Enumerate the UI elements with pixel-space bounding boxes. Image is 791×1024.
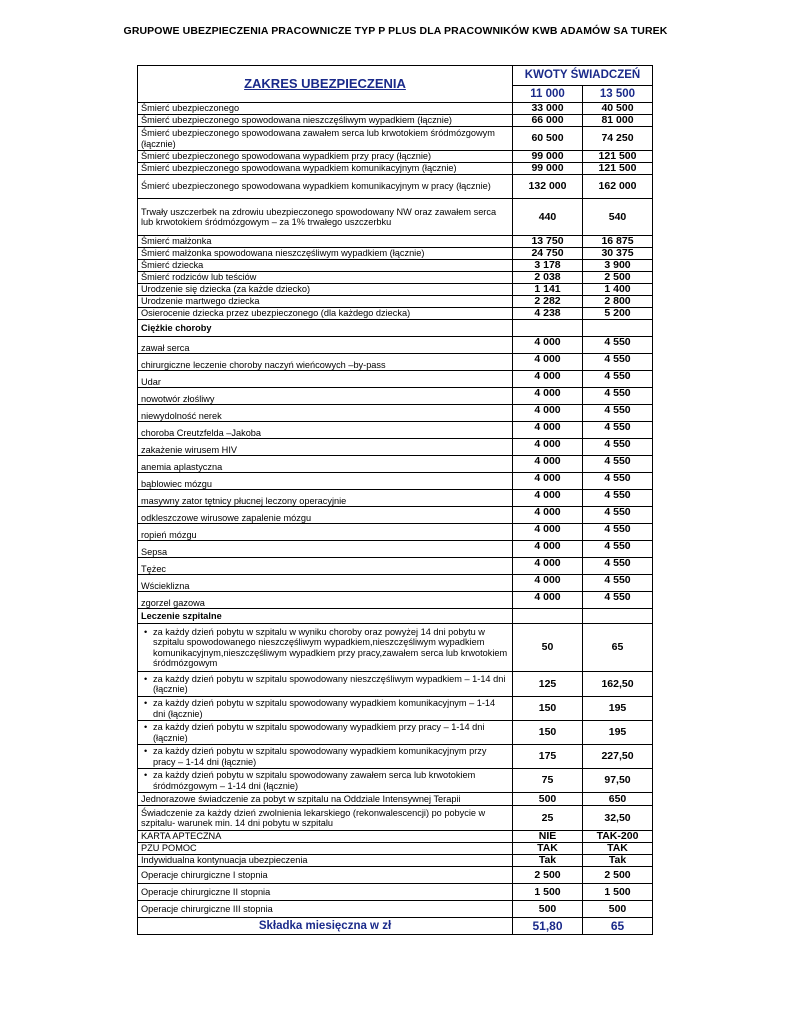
value-13500 [583,609,653,624]
value-11000: 50 [513,624,583,672]
value-13500: 40 500 [583,103,653,115]
row-label [138,745,513,769]
row-label: niewydolność nerek [138,405,513,422]
table-row [138,371,653,388]
bullet-item: • za każdy dzień pobytu w szpitalu w wyniku choroby oraz powyżej 14 dni pobytu w szpitalu spowodowanego nieszczęśliwym wypadkiem,nieszczęśliwym wypadkiem komunikacyjnym,nieszczęśliwym wypadkiem przy pracy,zawałem serca lub krwotokiem śródmózgowym [141,627,509,669]
table-row [138,248,653,260]
table-row [138,558,653,575]
bullet-item: • za każdy dzień pobytu w szpitalu spowodowany wypadkiem komunikacyjnym przy pracy – 1-14 dni (łącznie) [141,746,509,767]
value-13500: 65 [583,624,653,672]
value-13500: 195 [583,721,653,745]
table-row [138,151,653,163]
table-row [138,507,653,524]
value-11000: 440 [513,199,583,236]
section-hospital [138,609,653,624]
row-label: Śmierć ubezpieczonego spowodowana zawałem serca lub krwotokiem śródmózgowym (łącznie) [138,127,513,151]
table-row [138,769,653,793]
table-row [138,721,653,745]
table-row [138,541,653,558]
value-13500: 227,50 [583,745,653,769]
row-label: Ciężkie choroby [138,320,513,337]
value-11000 [513,609,583,624]
row-label: Operacje chirurgiczne III stopnia [138,901,513,918]
table-row [138,354,653,371]
value-11000: NIE [513,831,583,843]
table-row [138,831,653,843]
footer-row [138,918,653,935]
value-11000: 4 238 [513,308,583,320]
scope-header: ZAKRES UBEZPIECZENIA [138,66,513,103]
value-11000: 4 000 [513,524,583,541]
table-row [138,524,653,541]
row-label: Śmierć ubezpieczonego [138,103,513,115]
value-13500: 74 250 [583,127,653,151]
value-11000: 4 000 [513,490,583,507]
table-row [138,337,653,354]
value-13500: 4 550 [583,473,653,490]
row-label: Śmierć dziecka [138,260,513,272]
value-11000: 125 [513,672,583,697]
row-label: zgorzel gazowa [138,592,513,609]
monthly-premium-label: Składka miesięczna w zł [138,918,513,935]
value-11000: 2 282 [513,296,583,308]
row-label: masywny zator tętnicy płucnej leczony operacyjnie [138,490,513,507]
value-13500: 97,50 [583,769,653,793]
value-11000: 4 000 [513,507,583,524]
row-label: PZU POMOC [138,843,513,855]
value-13500: 121 500 [583,163,653,175]
table-row [138,175,653,199]
value-11000: 132 000 [513,175,583,199]
value-13500: 4 550 [583,558,653,575]
value-13500: 2 500 [583,867,653,884]
bullet-item: • za każdy dzień pobytu w szpitalu spowodowany wypadkiem przy pracy – 1-14 dni (łącznie) [141,722,509,743]
value-13500: Tak [583,855,653,867]
row-label [138,721,513,745]
table-row [138,260,653,272]
value-11000: 66 000 [513,115,583,127]
value-13500: 4 550 [583,439,653,456]
table-row [138,296,653,308]
value-13500: 2 500 [583,272,653,284]
table-row [138,456,653,473]
value-11000: 4 000 [513,439,583,456]
benefits-table [137,65,653,935]
row-label: nowotwór złośliwy [138,388,513,405]
value-13500: 5 200 [583,308,653,320]
value-13500: 162,50 [583,672,653,697]
value-11000: 13 750 [513,236,583,248]
table-row [138,843,653,855]
row-label: Indywidualna kontynuacja ubezpieczenia [138,855,513,867]
value-11000: 2 500 [513,867,583,884]
value-13500: 540 [583,199,653,236]
value-13500: 4 550 [583,575,653,592]
row-label: Urodzenie się dziecka (za każde dziecko) [138,284,513,296]
table-row [138,624,653,672]
value-13500: 162 000 [583,175,653,199]
value-13500: 1 400 [583,284,653,296]
value-13500: 4 550 [583,371,653,388]
row-label: Wścieklizna [138,575,513,592]
row-label: KARTA APTECZNA [138,831,513,843]
value-13500: 81 000 [583,115,653,127]
amount-2-header: 13 500 [583,86,653,103]
value-11000: 4 000 [513,558,583,575]
table-row [138,592,653,609]
value-13500: 650 [583,793,653,806]
row-label: anemia aplastyczna [138,456,513,473]
table-row [138,867,653,884]
value-11000: 4 000 [513,422,583,439]
value-11000: 4 000 [513,354,583,371]
value-11000: 500 [513,901,583,918]
bullet-item: • za każdy dzień pobytu w szpitalu spowodowany zawałem serca lub krwotokiem śródmózgowym – 1-14 dni (łącznie) [141,770,509,791]
row-label: Śmierć ubezpieczonego spowodowana wypadkiem komunikacyjnym w pracy (łącznie) [138,175,513,199]
value-11000: 4 000 [513,337,583,354]
table-row [138,490,653,507]
table-row [138,308,653,320]
table-row [138,422,653,439]
value-13500: 4 550 [583,456,653,473]
table-row [138,163,653,175]
value-11000: 175 [513,745,583,769]
section-critical-illness [138,320,653,337]
value-13500: 4 550 [583,405,653,422]
value-11000: 3 178 [513,260,583,272]
row-label: zawał serca [138,337,513,354]
row-label: Urodzenie martwego dziecka [138,296,513,308]
table-row [138,575,653,592]
value-11000: 150 [513,721,583,745]
row-label [138,697,513,721]
table-row [138,103,653,115]
table-row [138,405,653,422]
value-13500: 32,50 [583,806,653,831]
row-label: choroba Creutzfelda –Jakoba [138,422,513,439]
value-13500: 4 550 [583,507,653,524]
table-row [138,884,653,901]
value-11000: 60 500 [513,127,583,151]
table-row [138,855,653,867]
value-11000: 4 000 [513,405,583,422]
value-11000: Tak [513,855,583,867]
value-13500: TAK-200 [583,831,653,843]
value-11000: 33 000 [513,103,583,115]
amounts-header: KWOTY ŚWIADCZEŃ [513,66,653,86]
monthly-premium-11000: 51,80 [513,918,583,935]
row-label: Sepsa [138,541,513,558]
table-row [138,473,653,490]
bullet-item: • za każdy dzień pobytu w szpitalu spowodowany wypadkiem komunikacyjnym – 1-14 dni (łącznie) [141,698,509,719]
value-11000: 500 [513,793,583,806]
row-label: Tężec [138,558,513,575]
value-11000: 99 000 [513,151,583,163]
value-11000 [513,320,583,337]
value-13500: 16 875 [583,236,653,248]
value-13500: 195 [583,697,653,721]
value-13500: 4 550 [583,490,653,507]
value-13500: 121 500 [583,151,653,163]
row-label: Jednorazowe świadczenie za pobyt w szpitalu na Oddziale Intensywnej Terapii [138,793,513,806]
value-11000: 4 000 [513,371,583,388]
value-11000: 99 000 [513,163,583,175]
table-row [138,697,653,721]
row-label: Śmierć małżonka [138,236,513,248]
value-11000: 2 038 [513,272,583,284]
value-13500: 4 550 [583,592,653,609]
value-13500 [583,320,653,337]
value-11000: 4 000 [513,575,583,592]
value-13500: 1 500 [583,884,653,901]
row-label: Śmierć ubezpieczonego spowodowana nieszczęśliwym wypadkiem (łącznie) [138,115,513,127]
row-label: Śmierć ubezpieczonego spowodowana wypadkiem przy pracy (łącznie) [138,151,513,163]
table-row [138,439,653,456]
row-label: ropień mózgu [138,524,513,541]
table-row [138,199,653,236]
row-label [138,624,513,672]
value-11000: 24 750 [513,248,583,260]
row-label: odkleszczowe wirusowe zapalenie mózgu [138,507,513,524]
value-11000: 1 500 [513,884,583,901]
row-label: Trwały uszczerbek na zdrowiu ubezpieczonego spowodowany NW oraz zawałem serca lub krwotokiem śródmózgowym – za 1% trwałego uszczerbku [138,199,513,236]
value-13500: 4 550 [583,337,653,354]
value-13500: 4 550 [583,541,653,558]
value-11000: 4 000 [513,592,583,609]
row-label: Świadczenie za każdy dzień zwolnienia lekarskiego (rekonwalescencji) po pobycie w szpitalu- warunek min. 14 dni pobytu w szpitalu [138,806,513,831]
value-13500: 4 550 [583,524,653,541]
row-label: Śmierć rodziców lub teściów [138,272,513,284]
value-13500: 4 550 [583,388,653,405]
amount-1-header: 11 000 [513,86,583,103]
bullet-item: • za każdy dzień pobytu w szpitalu spowodowany nieszczęśliwym wypadkiem – 1-14 dni (łącznie) [141,674,509,695]
table-row [138,388,653,405]
row-label: zakażenie wirusem HIV [138,439,513,456]
value-13500: 4 550 [583,422,653,439]
value-11000: 25 [513,806,583,831]
value-11000: 4 000 [513,541,583,558]
row-label: bąblowiec mózgu [138,473,513,490]
table-row [138,806,653,831]
value-11000: 4 000 [513,388,583,405]
table-row [138,272,653,284]
table-row [138,745,653,769]
row-label: Śmierć małżonka spowodowana nieszczęśliwym wypadkiem (łącznie) [138,248,513,260]
value-11000: 75 [513,769,583,793]
row-label [138,769,513,793]
row-label: Udar [138,371,513,388]
value-11000: TAK [513,843,583,855]
row-label: Śmierć ubezpieczonego spowodowana wypadkiem komunikacyjnym (łącznie) [138,163,513,175]
table-row [138,284,653,296]
table-row [138,672,653,697]
table-row [138,236,653,248]
value-13500: 2 800 [583,296,653,308]
value-11000: 4 000 [513,456,583,473]
value-13500: TAK [583,843,653,855]
table-row [138,901,653,918]
value-11000: 1 141 [513,284,583,296]
row-label: Osierocenie dziecka przez ubezpieczonego (dla każdego dziecka) [138,308,513,320]
monthly-premium-13500: 65 [583,918,653,935]
row-label: chirurgiczne leczenie choroby naczyń wieńcowych –by-pass [138,354,513,371]
value-13500: 3 900 [583,260,653,272]
table-row [138,127,653,151]
table-row [138,793,653,806]
table-row [138,115,653,127]
value-11000: 150 [513,697,583,721]
row-label [138,672,513,697]
row-label: Leczenie szpitalne [138,609,513,624]
value-11000: 4 000 [513,473,583,490]
row-label: Operacje chirurgiczne II stopnia [138,884,513,901]
row-label: Operacje chirurgiczne I stopnia [138,867,513,884]
value-13500: 30 375 [583,248,653,260]
document-title: GRUPOWE UBEZPIECZENIA PRACOWNICZE TYP P PLUS DLA PRACOWNIKÓW KWB ADAMÓW SA TUREK [123,25,668,37]
value-13500: 4 550 [583,354,653,371]
value-13500: 500 [583,901,653,918]
